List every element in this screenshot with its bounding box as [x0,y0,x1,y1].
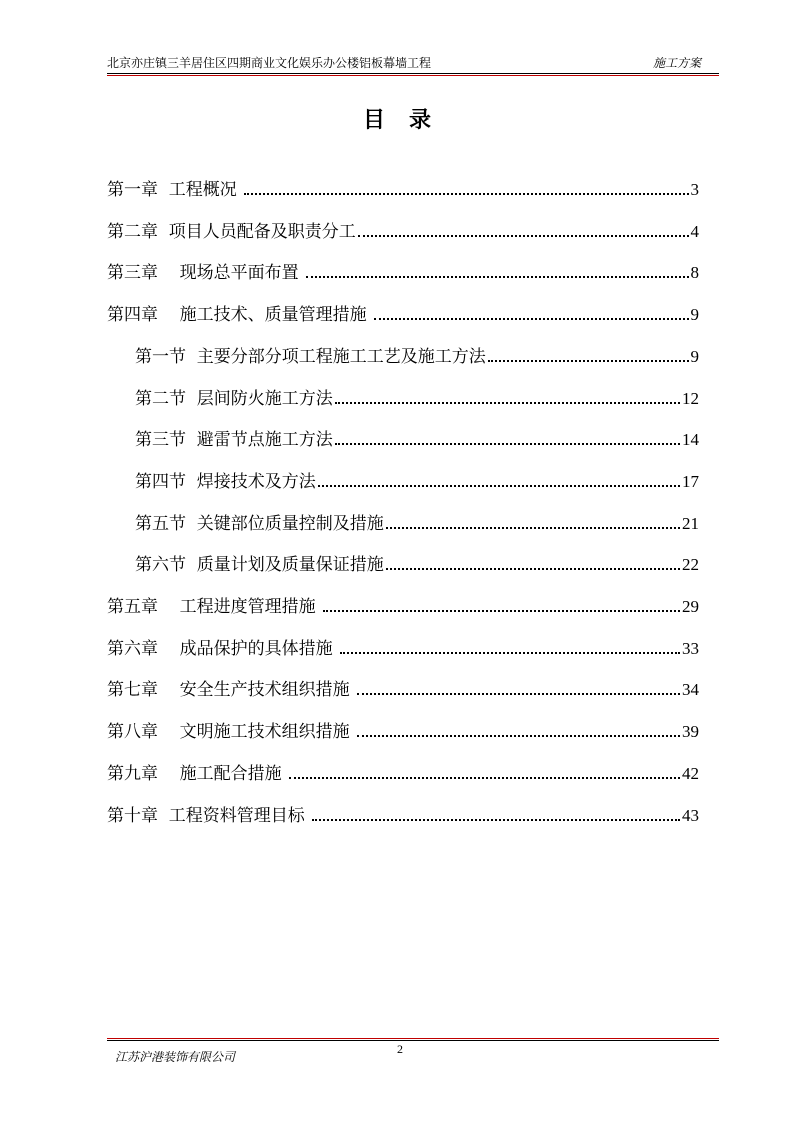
toc-page-number: 12 [682,388,699,408]
toc-dot-leader [335,402,680,404]
toc-chapter-entry[interactable] [107,712,699,742]
header-divider-red [107,75,719,76]
toc-section-entry[interactable] [135,545,699,575]
toc-section-entry[interactable] [135,337,699,367]
toc-page-number: 33 [682,638,699,658]
toc-page-number: 14 [682,430,699,450]
toc-page-number: 21 [682,513,699,533]
header-document-type: 施工方案 [652,56,701,70]
toc-entry-label: 第一章 工程概况 [107,180,243,200]
toc-chapter-entry[interactable] [107,170,699,200]
toc-entry-label: 第六章 成品保护的具体措施 [107,638,339,659]
toc-chapter-entry[interactable] [107,212,699,242]
toc-dot-leader [386,527,680,529]
footer-divider [107,1040,719,1041]
toc-section-entry[interactable] [135,504,699,534]
toc-entry-label: 第五节 关键部位质量控制及措施 [135,513,384,534]
footer-page-number: 2 [397,1042,403,1056]
toc-page-number: 8 [690,263,699,283]
toc-page-number: 43 [682,805,699,825]
toc-dot-leader [289,777,680,779]
header-project-title: 北京亦庄镇三羊居住区四期商业文化娱乐办公楼铝板幕墙工程 [107,56,432,70]
toc-chapter-entry[interactable] [107,796,699,826]
toc-entry-label: 第九章 施工配合措施 [107,763,288,784]
footer-divider-red [107,1038,719,1039]
toc-section-entry[interactable] [135,462,699,492]
toc-section-entry[interactable] [135,379,699,409]
toc-dot-leader [312,819,680,821]
toc-page-number: 22 [682,555,699,575]
toc-dot-leader [357,735,680,737]
toc-dot-leader [488,360,689,362]
toc-dot-leader [244,193,688,195]
toc-entry-label: 第三章 现场总平面布置 [107,263,305,284]
toc-chapter-entry[interactable] [107,754,699,784]
toc-entry-label: 第二节 层间防火施工方法 [135,388,333,409]
toc-entry-label: 第四节 焊接技术及方法 [135,471,316,492]
toc-chapter-entry[interactable] [107,670,699,700]
toc-page-number: 9 [690,346,699,366]
toc-dot-leader [306,276,688,278]
toc-entry-label: 第二章 项目人员配备及职责分工 [107,221,356,242]
toc-page-number: 34 [682,680,699,700]
toc-dot-leader [357,693,680,695]
toc-entry-label: 第四章 施工技术、质量管理措施 [107,305,373,326]
toc-entry-label: 第五章 工程进度管理措施 [107,597,322,617]
toc-entry-label: 第八章 文明施工技术组织措施 [107,722,356,743]
toc-dot-leader [386,568,680,570]
toc-page-number: 42 [682,763,699,783]
toc-page-number: 17 [682,471,699,491]
footer-company-name: 江苏沪港装饰有限公司 [115,1050,236,1064]
toc-chapter-entry[interactable] [107,253,699,283]
toc-page-number: 3 [690,180,699,199]
toc-entry-label: 第六节 质量计划及质量保证措施 [135,555,384,576]
toc-dot-leader [318,485,680,487]
page-header [107,52,719,74]
page-title: 目录 [362,108,455,133]
toc-entry-label: 第七章 安全生产技术组织措施 [107,680,356,701]
toc-page-number: 4 [690,221,699,241]
toc-dot-leader [340,652,680,654]
toc-page-number: 9 [690,305,699,325]
toc-dot-leader [374,318,688,320]
toc-page-number: 39 [682,722,699,742]
toc-dot-leader [335,443,680,445]
toc-dot-leader [358,235,689,237]
toc-chapter-entry[interactable] [107,295,699,325]
page-footer [107,1038,719,1068]
toc-entry-label: 第一节 主要分部分项工程施工工艺及施工方法 [135,346,486,367]
toc-chapter-entry[interactable] [107,587,699,617]
toc-entry-label: 第三节 避雷节点施工方法 [135,430,333,451]
toc-section-entry[interactable] [135,420,699,450]
toc-entry-label: 第十章 工程资料管理目标 [107,805,311,826]
header-divider [107,73,719,74]
toc-page-number: 29 [682,597,699,616]
toc-chapter-entry[interactable] [107,629,699,659]
toc-dot-leader [323,610,680,612]
